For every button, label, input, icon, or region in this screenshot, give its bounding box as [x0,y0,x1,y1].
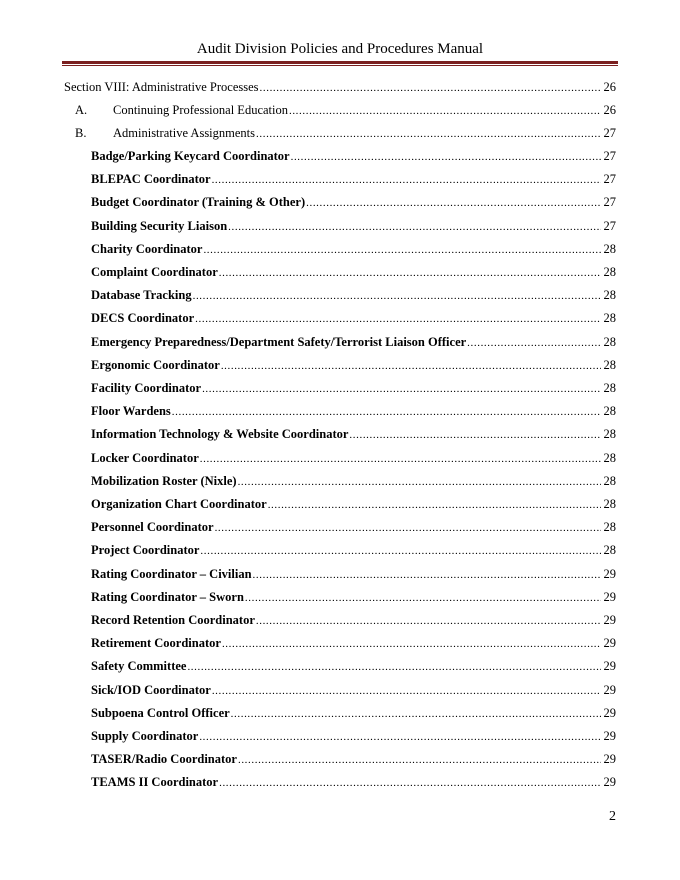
toc-leader-dots [228,218,601,235]
toc-leader-dots [202,380,601,397]
toc-entry-page: 28 [603,404,616,419]
toc-item[interactable] [91,217,616,235]
toc-entry-text: Emergency Preparedness/Department Safety/Terrorist Liaison Officer [91,334,467,349]
toc-entry-text: Retirement Coordinator [91,636,221,651]
toc-leader-dots [212,171,601,188]
toc-item[interactable] [91,356,616,374]
toc-entry-text: Mobilization Roster (Nixle) [91,473,237,488]
toc-leader-dots [172,403,601,420]
toc-entry-text: Charity Coordinator [91,241,203,256]
header-rule-thick [62,61,618,64]
toc-item[interactable] [91,193,616,211]
toc-leader-dots [199,728,601,745]
toc-entry-page: 28 [603,497,616,511]
toc-item[interactable] [91,750,616,768]
toc-item[interactable] [91,588,616,606]
toc-item[interactable] [91,425,616,443]
toc-leader-dots [268,496,601,513]
toc-entry-text: TEAMS II Coordinator [91,775,219,790]
toc-entry-page: 29 [603,613,616,627]
toc-item[interactable] [91,657,616,675]
toc-entry-page: 29 [603,636,616,651]
toc-entry-page: 28 [603,311,616,326]
toc-leader-dots [253,566,601,583]
toc-leader-dots [212,682,601,699]
toc-item[interactable] [91,518,616,536]
toc-item[interactable] [91,541,616,559]
toc-leader-dots [187,658,601,675]
toc-leader-dots [306,194,601,211]
toc-item[interactable] [91,681,616,699]
toc-leader-dots [219,774,601,791]
toc-subsection-a[interactable] [75,101,616,119]
toc-entry-page: 29 [603,682,616,697]
toc-entry-page: 28 [603,450,616,465]
toc-entry-page: 28 [603,520,616,535]
toc-entry-text: Section VIII: Administrative Processes [64,80,259,94]
toc-item[interactable] [91,634,616,652]
toc-entry-letter: B. [75,126,87,140]
toc-entry-text: Personnel Coordinator [91,520,214,535]
toc-entry-page: 29 [603,566,616,581]
toc-entry-page: 27 [603,195,616,210]
toc-leader-dots [215,519,601,536]
toc-leader-dots [256,125,601,142]
toc-entry-text: Record Retention Coordinator [91,613,255,627]
toc-leader-dots [195,310,601,327]
toc-entry-page: 26 [603,80,616,94]
toc-entry-page: 28 [603,288,616,303]
toc-entry-text: Organization Chart Coordinator [91,497,267,511]
toc-entry-page: 29 [603,752,616,767]
toc-leader-dots [238,473,601,490]
toc-item[interactable] [91,402,616,420]
toc-item[interactable] [91,170,616,188]
toc-item[interactable] [91,263,616,281]
page-number: 2 [609,809,616,824]
toc-item[interactable] [91,565,616,583]
toc-leader-dots [260,79,601,96]
toc-leader-dots [289,102,601,119]
toc-entry-text: BLEPAC Coordinator [91,172,211,187]
toc-entry-page: 28 [603,265,616,279]
toc-item[interactable] [91,773,616,791]
toc-leader-dots [467,334,601,351]
page-header-title: Audit Division Policies and Procedures Manual [196,41,484,57]
toc-entry-page: 27 [603,218,616,233]
toc-entry-text: Administrative Assignments [113,126,256,140]
toc-entry-text: Ergonomic Coordinator [91,357,220,372]
toc-entry-text: Locker Coordinator [91,450,199,465]
toc-entry-page: 28 [603,543,616,558]
toc-leader-dots [222,635,601,652]
toc-entry-page: 29 [603,729,616,743]
toc-entry-page: 29 [603,589,616,604]
toc-entry-text: Project Coordinator [91,543,200,558]
toc-entry-page: 28 [603,473,616,488]
toc-item[interactable] [91,472,616,490]
toc-leader-dots [193,287,601,304]
toc-entry-page: 28 [603,427,616,442]
toc-entry-text: Floor Wardens [91,404,171,419]
toc-item[interactable] [91,240,616,258]
toc-entry-text: Budget Coordinator (Training & Other) [91,195,306,210]
toc-entry-page: 28 [603,334,616,349]
toc-entry-text: Information Technology & Website Coordinator [91,427,349,442]
toc-subsection-b[interactable] [75,124,616,142]
toc-item[interactable] [91,147,616,165]
toc-leader-dots [238,751,601,768]
toc-item[interactable] [91,495,616,513]
toc-entry-text: TASER/Radio Coordinator [91,752,237,767]
toc-entry-text: Facility Coordinator [91,381,202,395]
toc-leader-dots [245,589,601,606]
toc-entry-text: Complaint Coordinator [91,265,218,279]
toc-leader-dots [256,612,601,629]
toc-leader-dots [200,542,601,559]
toc-entry-page: 27 [603,126,616,140]
toc-entry-text: Continuing Professional Education [113,103,288,117]
toc-entry-text: Supply Coordinator [91,729,199,743]
toc-item[interactable] [91,704,616,722]
toc-leader-dots [203,241,601,258]
toc-entry-letter: A. [75,103,88,117]
header-rule-thin [62,65,618,66]
toc-entry-page: 27 [603,172,616,187]
toc-item[interactable] [91,449,616,467]
toc-entry-text: Safety Committee [91,659,187,674]
toc-entry-page: 26 [603,103,616,117]
toc-leader-dots [200,450,601,467]
toc-entry-page: 29 [603,705,616,720]
toc-entry-page: 28 [603,381,616,395]
toc-entry-page: 28 [603,357,616,372]
toc-entry-text: Rating Coordinator – Sworn [91,589,244,604]
toc-item[interactable] [91,611,616,629]
toc-item[interactable] [91,727,616,745]
toc-entry-page: 28 [603,241,616,256]
toc-item[interactable] [91,379,616,397]
toc-entry-page: 29 [603,775,616,790]
toc-item[interactable] [91,333,616,351]
toc-entry-text: DECS Coordinator [91,311,195,326]
toc-section-entry[interactable] [64,78,616,96]
toc-entry-text: Badge/Parking Keycard Coordinator [91,149,290,163]
toc-entry-page: 29 [603,659,616,674]
toc-leader-dots [349,426,601,443]
toc-leader-dots [231,705,601,722]
toc-entry-text: Sick/IOD Coordinator [91,682,211,697]
toc-entry-text: Database Tracking [91,288,192,303]
toc-entry-text: Subpoena Control Officer [91,705,230,720]
toc-entry-page: 27 [603,149,616,163]
toc-item[interactable] [91,309,616,327]
toc-item[interactable] [91,286,616,304]
toc-leader-dots [291,148,601,165]
toc-leader-dots [219,264,601,281]
toc-leader-dots [221,357,601,374]
toc-entry-text: Building Security Liaison [91,218,228,233]
toc-entry-text: Rating Coordinator – Civilian [91,566,252,581]
